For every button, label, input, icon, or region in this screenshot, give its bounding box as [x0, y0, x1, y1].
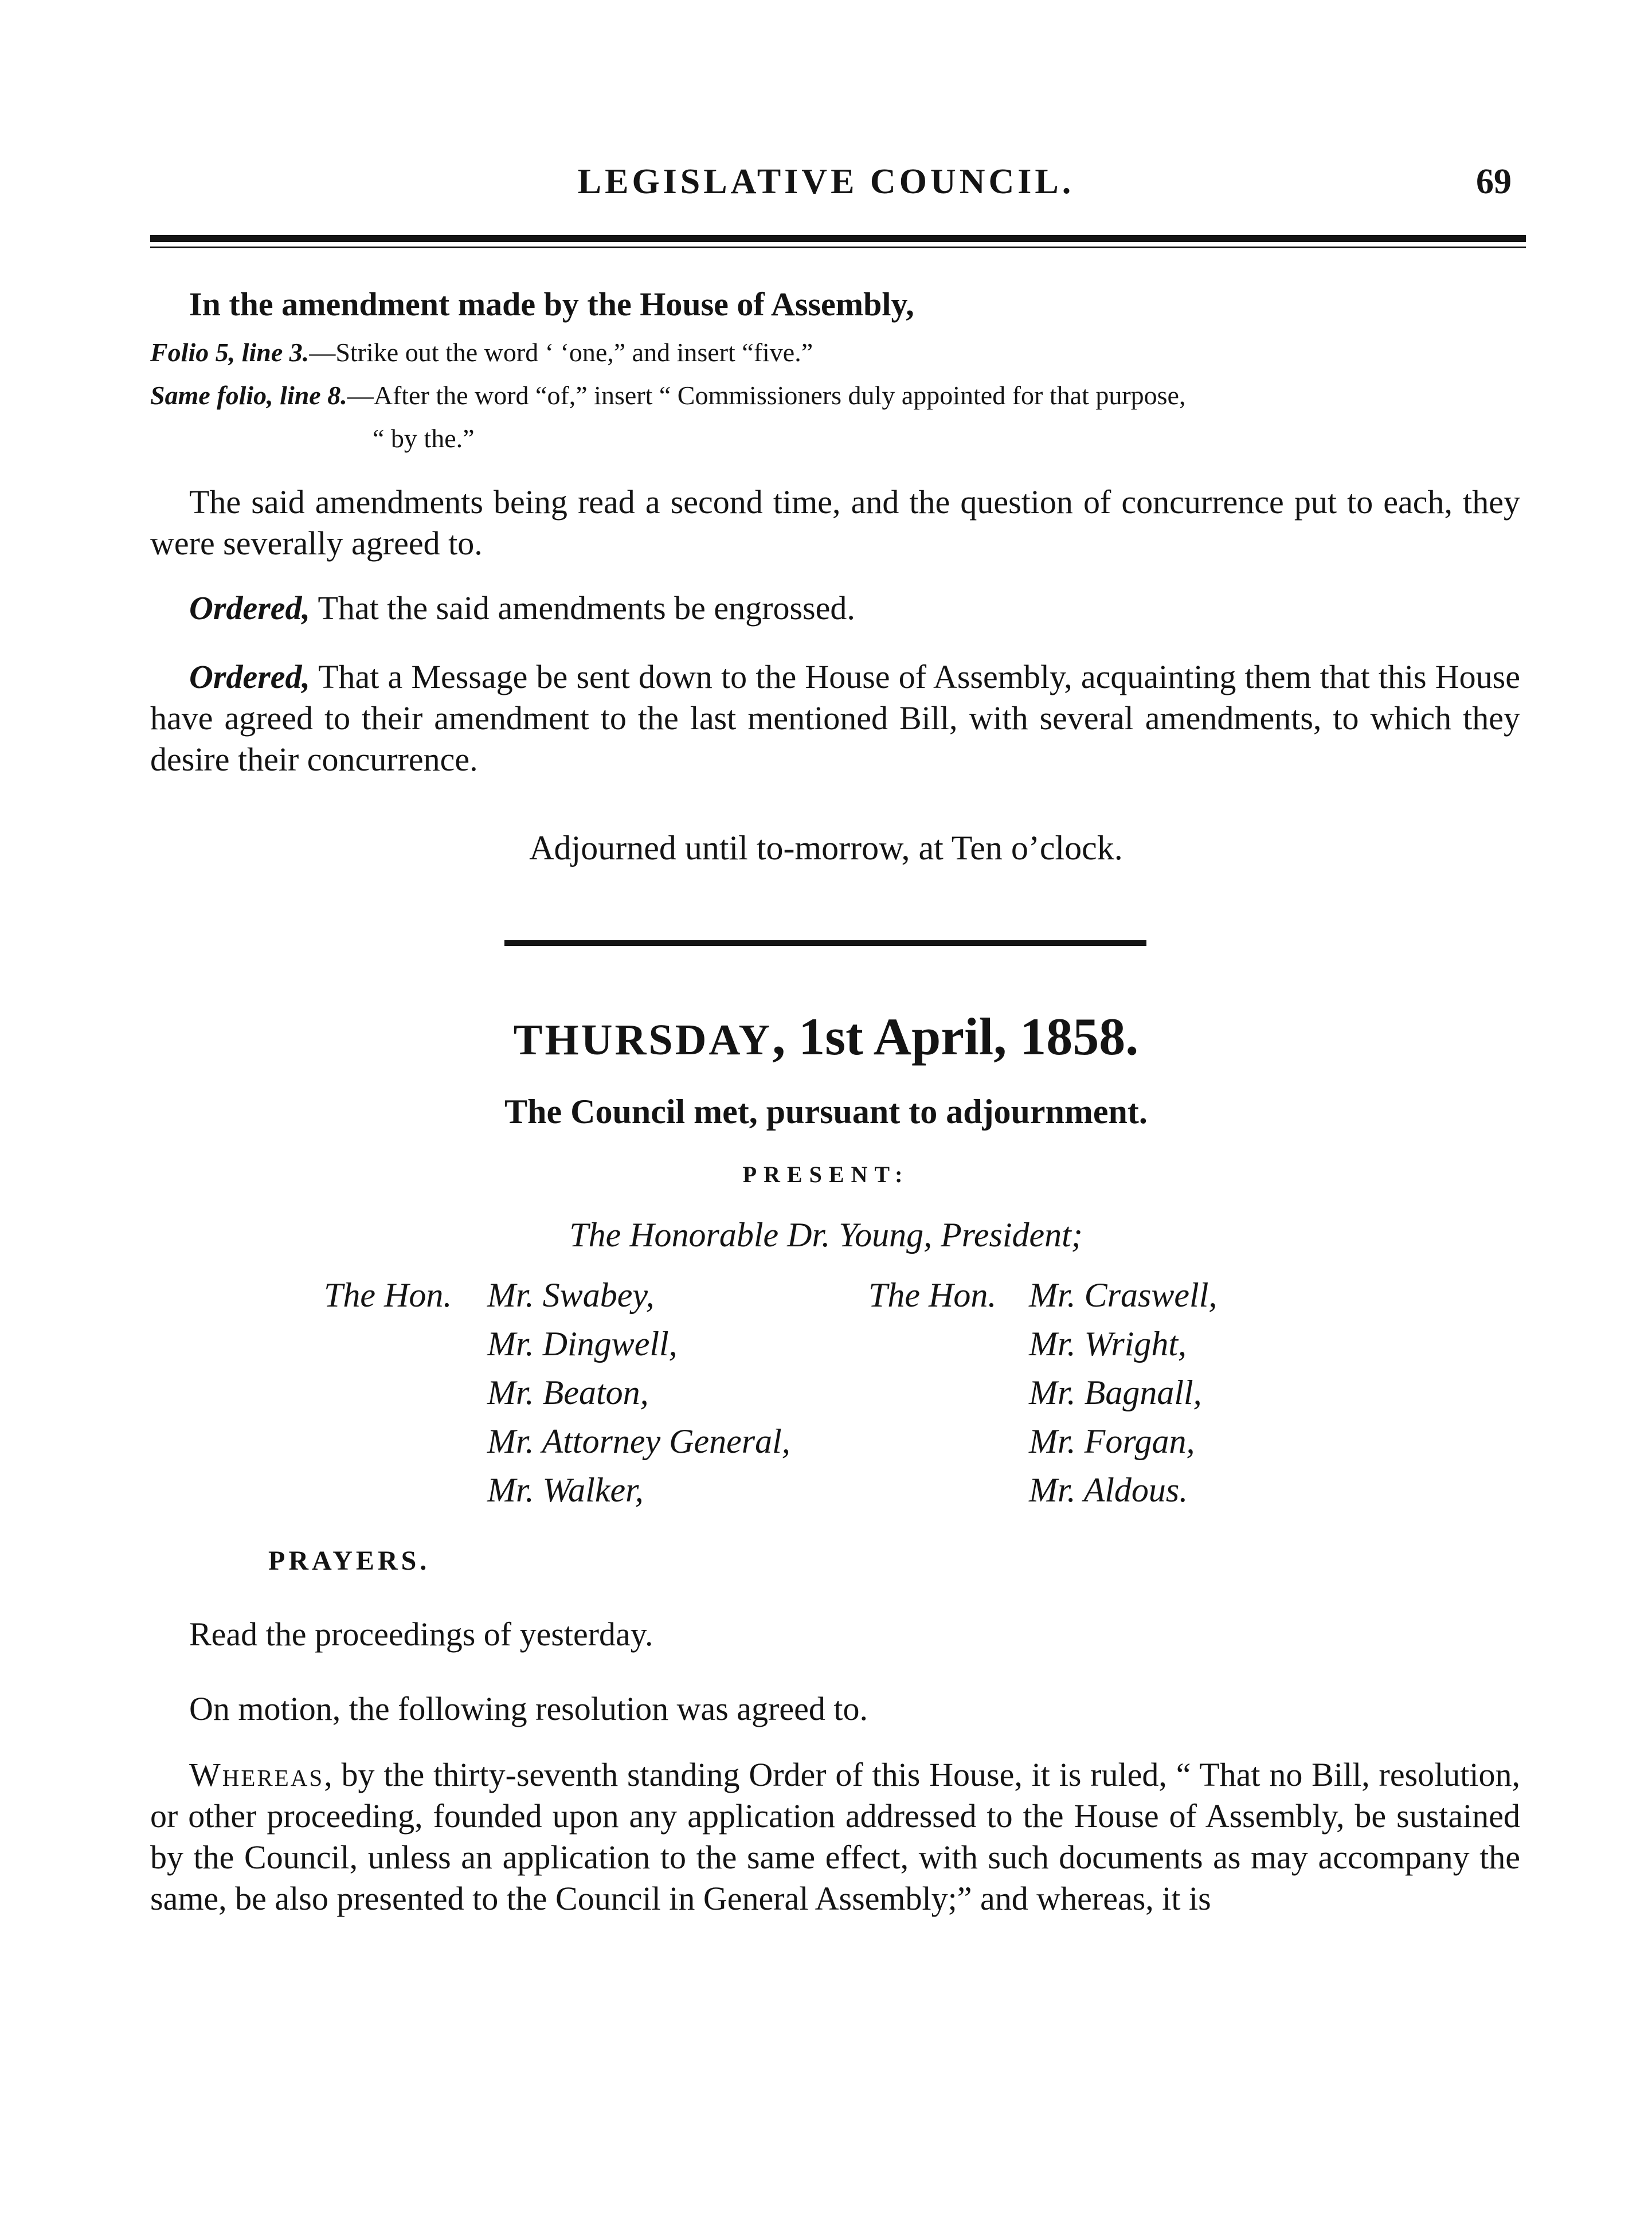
- header-rule: [150, 235, 1526, 242]
- member-right-4: Mr. Forgan,: [1029, 1422, 1195, 1460]
- council-met-line: The Council met, pursuant to adjournment.: [504, 1093, 1148, 1131]
- adjourned-line: Adjourned until to-morrow, at Ten o’clock.: [529, 829, 1123, 867]
- amendment-item-1: Folio 5, line 3.—Strike out the word ‘ ‘one,” and insert “five.”: [150, 338, 813, 367]
- page-number: 69: [1476, 162, 1512, 201]
- amendments-intro: In the amendment made by the House of Assembly,: [189, 286, 914, 323]
- running-title: LEGISLATIVE COUNCIL.: [577, 162, 1075, 201]
- member-right-5: Mr. Aldous.: [1029, 1471, 1188, 1509]
- second-reading-paragraph: The said amendments being read a second time, and the question of concurrence put to each, they were severally agreed to.: [150, 483, 1520, 562]
- president-line: The Honorable Dr. Young, President;: [569, 1216, 1083, 1254]
- left-prefix: The Hon.: [324, 1276, 452, 1314]
- present-label: PRESENT:: [742, 1162, 910, 1187]
- member-left-4: Mr. Attorney General,: [487, 1422, 790, 1460]
- sitting-date-heading: [0, 1006, 1652, 1067]
- member-right-2: Mr. Wright,: [1029, 1325, 1187, 1363]
- amendment-item-2-continued: “ by the.”: [373, 424, 475, 453]
- header-rule-thin: [150, 247, 1526, 248]
- motion-line: On motion, the following resolution was agreed to.: [189, 1690, 868, 1727]
- member-left-5: Mr. Walker,: [487, 1471, 644, 1509]
- ordered-engrossed-paragraph: Ordered, That the said amendments be engrossed.: [189, 589, 855, 627]
- member-left-2: Mr. Dingwell,: [487, 1325, 678, 1363]
- section-rule: [504, 940, 1146, 946]
- sitting-date: , 1st April, 1858.: [772, 1007, 1139, 1066]
- member-right-1: Mr. Craswell,: [1029, 1276, 1218, 1314]
- member-right-3: Mr. Bagnall,: [1029, 1374, 1202, 1411]
- sitting-day: THURSDAY: [513, 1016, 773, 1064]
- read-proceedings-line: Read the proceedings of yesterday.: [189, 1616, 653, 1653]
- prayers-heading: PRAYERS.: [268, 1546, 430, 1576]
- ordered-message-paragraph: Ordered, That a Message be sent down to the House of Assembly, acquainting them that this House have agreed to their amendment to the last mentioned Bill, with several amendments, to which they desire their concurrence.: [150, 658, 1520, 778]
- member-left-3: Mr. Beaton,: [487, 1374, 649, 1411]
- amendment-item-2: Same folio, line 8.—After the word “of,” insert “ Commissioners duly appointed for that purpose,: [150, 381, 1186, 410]
- whereas-paragraph: Whereas, by the thirty-seventh standing Order of this House, it is ruled, “ That no Bill, resolution, or other proceeding, founded upon any application addressed to the House of Assembly, be sustained by the Council, unless an application to the same effect, with such documents as may accompany the same, be also presented to the Council in General Assembly;” and whereas, it is: [150, 1756, 1520, 1917]
- right-prefix: The Hon.: [868, 1276, 997, 1314]
- member-left-1: Mr. Swabey,: [487, 1276, 655, 1314]
